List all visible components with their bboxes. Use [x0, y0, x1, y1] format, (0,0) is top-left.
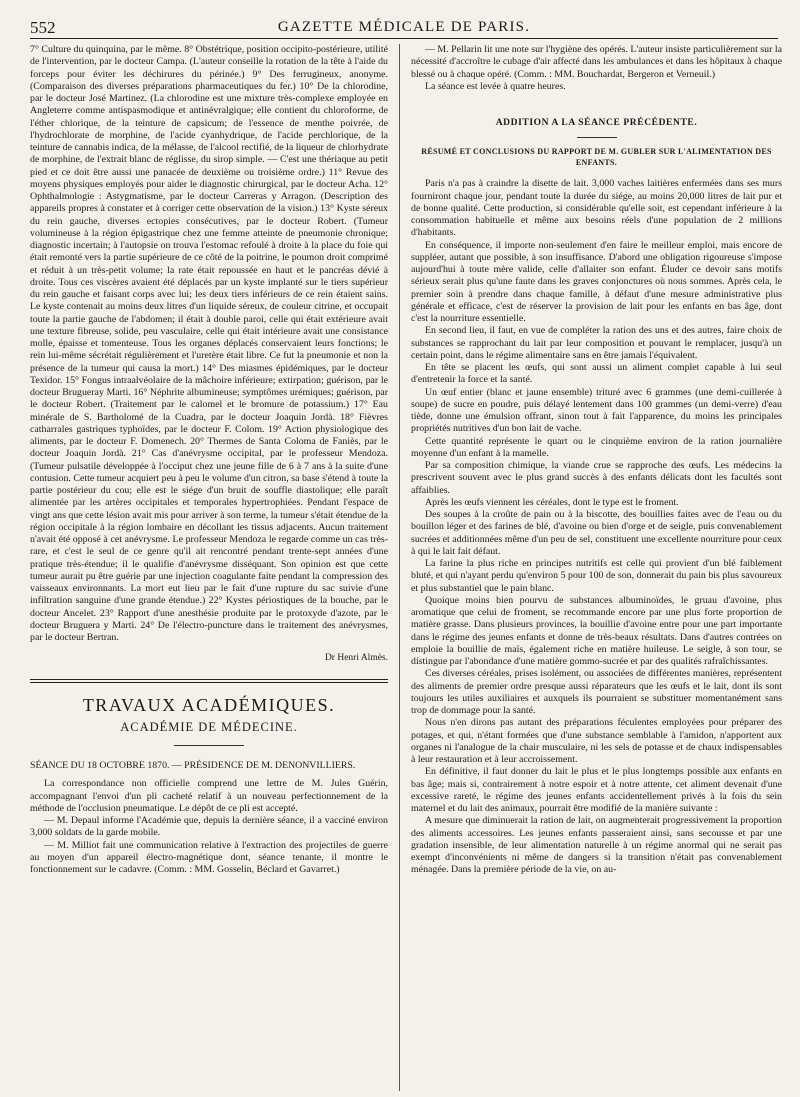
- article-paragraph: 7° Culture du quinquina, par le même. 8° Obstétrique, position occipito-postérieure, utilité de l'intervention, par le docteur Campa. (L'auteur conseille la rotation de la tête à l'aide du forceps pour éviter les déchirures du périnée.) 9° Des ferrugineux, anonyme. (Comparaison des diverses préparations pharmaceutiques du fer.) 10° De la chlorodine, par le docteur José Martinez. (La chlorodine est une mixture très-complexe employée en Angleterre comme antispasmodique et antinévralgique; elle contient du chloroforme, de l'éther chlorique, de la teinture de capsicum; de l'essence de menthe poivrée, de l'hydrochlorate de morphine, de l'acide cyanhydrique, de l'acide perchlorique, de la teinture de cannabis indica, de la mélasse, de l'alcool rectifié, de la liqueur de chlorhydrate de morphine, de l'extrait blanc de réglisse, du sirop simple. — C'est une thériaque au petit pied et ce doit être aussi une panacée de deuxième ou troisième ordre.) 11° Revue des moyens physiques employés pour aider le diagnostic chirurgical, par le docteur Acha. 12° Ophthalmologie : Astygmatisme, par le docteur Carreras y Arragon. (Description des appareils propres à constater et à corriger cette observation de la vision.) 13° Kyste séreux du rein gauche, diverses ectopies consécutives, par le docteur Robert. (Tumeur volumineuse à la région épigastrique chez une femme atteinte de pneumonie chronique; diagnostic incertain; à l'autopsie on trouva l'estomac refoulé à droite à la place du foie qui était remonté vers la partie supérieure de ce côté de la poitrine, le poumon droit comprimé et réduit à un très-petit volume; la rate était repoussée en haut et le pancréas dévié à droite. Tous ces viscères avaient été déplacés par un kyste implanté sur le tiers supérieur du rein gauche et faisant corps avec lui; les deux tiers inférieurs de ce rein étaient sains. Le kyste contenait au moins deux litres d'un liquide séreux, de couleur citrine, et occupait toute la partie gauche de l'abdomen; il était à double paroi, celle qui était extérieure avait une texture fibreuse, solide, peu vasculaire, celle qui était intérieure avait une consistance molle, épaisse et tomenteuse. Tous les organes déplacés conservaient leurs fonctions; le rein lui-même sécrétait régulièrement et l'uretère était libre. Ce fut la pneumonie et non la présence de la tumeur qui causa la mort.) 14° Des miasmes épidémiques, par le docteur Texidor. 15° Fongus intraalvéolaire de la mâchoire inférieure; extirpation; guérison, par le docteur Brugueray Marti. 16° Néphrite albumineuse; symptômes urémiques; guérison, par le docteur Robert. (Traitement par le calomel et le bromure de potassium.) 17° Eau minérale de S. Bartholomé de la Cuadra, par le docteur Joaquin Jordà. 18° Fièvres catharrales gastriques typhoïdes, par le docteur F. Colom. 19° Action physiologique des aliments, par le docteur F. Domenech. 20° Thermes de Santa Coloma de Faniès, par le docteur Joaquin Jordà. 21° Cas d'anévrysme occipital, par le professeur Mendoza. (Tumeur pulsatile développée à l'occiput chez une jeune fille de 6 à 7 ans à la suite d'une contusion. Cette tumeur acquiert peu à peu le volume d'un citron, sa base s'étend à toute la partie postérieur du cou; elle est le siége d'un bruit de souffle diastolique; elle paraît alimentée par les artères occipitales et temporales hypertrophiées. Pendant l'espace de vingt ans que cette lésion avait mis pour arriver à son terme, la tumeur s'était étendue de la région occipitale à la région lombaire en décollant les tissus adjacents. Aucun traitement n'avait été opposé à cet anévrysme. Le professeur Mendoza le regarde comme un cas très-rare, et c'est le seul de ce genre qu'il ait rencontré pendant trente-sept années d'une pratique très-étendue; il le qualifie d'anévrysme disséquant. Son opinion est que cette tumeur aurait pu être guérie par une injection coagulante faite pendant la compression des vaisseaux environnants. La mort eut lieu par le fait d'une rupture du sac suivie d'une infiltration sanguine d'une grande étendue.) 22° Kystes périostiques de la bouche, par le docteur Ancelet. 23° Rapport d'une anesthésie produite par le protoxyde d'azote, par le docteur Bruguera y Marti. 24° De l'électro-puncture dans le traitement des anévrysmes, par le docteur Bertran.: [30, 44, 388, 643]
- article-paragraph: En définitive, il faut donner du lait le plus et le plus longtemps possible aux enfants en bas âge; mais si, contrairement à notre espoir et à notre attente, cet aliment devenait d'une excessive rareté, le régime des jeunes enfants accidentellement privés à la fois du sein maternel et du lait des animaux, pourrait être modifié de la manière suivante :: [411, 766, 782, 814]
- column-separator: [399, 44, 400, 1091]
- page-header: [30, 14, 778, 40]
- left-column: [30, 44, 388, 1091]
- section-divider: [30, 679, 388, 683]
- right-column: [411, 44, 782, 1091]
- article-paragraph: — M. Pellarin lit une note sur l'hygiène des opérés. L'auteur insiste particulièrement sur la nécessité d'accroître le cubage d'air affecté dans les ambulances et dans les hôpitaux à chaque blessé ou à chaque opéré. (Comm. : MM. Bouchardat, Bergeron et Verneuil.): [411, 44, 782, 80]
- article-paragraph: Par sa composition chimique, la viande crue se rapproche des œufs. Les médecins la prescrivent souvent avec le plus grand succès à des enfants délicats dont les facultés sont affaiblies.: [411, 460, 782, 496]
- article-paragraph: Cette quantité représente le quart ou le cinquième environ de la ration journalière moyenne d'un enfant à la mamelle.: [411, 435, 782, 459]
- article-paragraph: La correspondance non officielle comprend une lettre de M. Jules Guérin, accompagnant l'envoi d'un pli cacheté relatif à un nouveau perfectionnement de la méthode de l'occlusion pneumatique. Le dépôt de ce pli est accepté.: [30, 778, 388, 814]
- article-paragraph: Ces diverses céréales, prises isolément, ou associées de différentes manières, représentent des aliments de premier ordre presque aussi réparateurs que les œufs et le lait, dont ils sont toujours les utiles auxiliaires et auxquels ils pourraient se substituer momentanément sans trop de dommage pour la santé.: [411, 668, 782, 716]
- article-paragraph: Nous n'en dirons pas autant des préparations féculentes employées pour préparer des potages, et qui, n'étant formées que d'une substance semblable à l'amidon, n'apportent aux organes ni l'analogue de la chair musculaire, ni les sels de potasse et de chaux indispensables à leur restauration et à leur accroissement.: [411, 717, 782, 765]
- section-subtitle: ACADÉMIE DE MÉDECINE.: [120, 719, 298, 734]
- article-paragraph: Paris n'a pas à craindre la disette de lait. 3,000 vaches laitières enfermées dans ses murs fourniront chaque jour, pendant toute la durée du siége, au moins 20,000 litres de lait pur et de bonne qualité. Cette production, si considérable qu'elle soit, est cependant inférieure à la consommation habituelle et même aux besoins réels d'une population de 2 millions d'habitants.: [411, 178, 782, 239]
- article-paragraph: Un œuf entier (blanc et jaune ensemble) trituré avec 6 grammes (une demi-cuillerée à soupe) de sucre en poudre, puis délayé lentement dans 100 grammes (un demi-verre) d'eau tiède, donne une émulsion offrant, sinon tout à fait l'apparence, du moins les principales propriétés nutritives d'un bon lait de vache.: [411, 386, 782, 435]
- article-paragraph: La séance est levée à quatre heures.: [425, 80, 566, 92]
- subtitle-rule: [174, 745, 244, 746]
- article-paragraph: Des soupes à la croûte de pain ou à la biscotte, des bouillies faites avec de l'eau ou du bouillon léger et des farines de blé, d'avoine ou bien d'orge et de seigle, puis convenablement sucrées et additionnées même d'un peu de sel, constituent une excellente nourriture pour ceux à qui le lait fait défaut.: [411, 509, 782, 557]
- article-paragraph: — M. Milliot fait une communication relative à l'extraction des projectiles de guerre au moyen d'un appareil électro-magnétique dont, séance tenante, il montre le fonctionnement sur le cadavre. (Comm. : MM. Gosselin, Béclard et Gavarret.): [30, 839, 388, 875]
- article-paragraph: En conséquence, il importe non-seulement d'en faire le meilleur emploi, mais encore de suppléer, autant que possible, à son insuffisance. D'abord une obligation rigoureuse s'impose aujourd'hui à toute mère valide, celle d'allaiter son enfant. Éluder ce devoir sans motifs sérieux serait plus qu'une faute dans les graves conjonctures où nous sommes. Après cela, le premier soin à prendre dans chaque famille, à défaut d'une mesure administrative plus générale et efficace, c'est de réserver la provision de lait pour les enfants en bas âge, dont c'est la nourriture essentielle.: [411, 239, 782, 324]
- article-paragraph: La farine la plus riche en principes nutritifs est celle qui provient d'un blé faiblement bluté, et qui n'ayant perdu qu'environ 5 pour 100 de son, donnerait du pain bis plus savoureux et plus substantiel que le pain blanc.: [411, 558, 782, 594]
- resume-title: RÉSUMÉ ET CONCLUSIONS DU RAPPORT DE M. GUBLER SUR L'ALIMENTATION DES ENFANTS.: [421, 147, 772, 168]
- seance-line: SÉANCE DU 18 OCTOBRE 1870. — PRÉSIDENCE DE M. DENONVILLIERS.: [30, 760, 356, 771]
- article-paragraph: En tête se placent les œufs, qui sont aussi un aliment complet capable à lui seul d'entretenir la force et la santé.: [411, 362, 782, 386]
- article-paragraph: Après les œufs viennent les céréales, dont le type est le froment.: [425, 496, 679, 508]
- article-paragraph: A mesure que diminuerait la ration de lait, on augmenterait progressivement la proportion des aliments accessoires. Les jeunes enfants passeraient ainsi, sans secousse et par une gradation insensible, de leur alimentation naturelle à un régime anormal qui ne serait pas exempt d'inconvénients ni même de dangers si la transition n'était pas convenablement ménagée. Dans la première période de la vie, on au-: [411, 815, 782, 876]
- journal-title: GAZETTE MÉDICALE DE PARIS.: [277, 19, 531, 35]
- article-paragraph: — M. Depaul informe l'Académie que, depuis la dernière séance, il a vacciné environ 3,000 soldats de la garde mobile.: [30, 815, 388, 839]
- header-rule: [30, 38, 778, 39]
- author-signature: Dr Henri Almès.: [324, 653, 388, 664]
- page-number: 552: [30, 18, 56, 37]
- addition-rule: [577, 137, 617, 138]
- article-paragraph: En second lieu, il faut, en vue de compléter la ration des uns et des autres, faire choix de substances se rapprochant du lait par leur composition et pouvant le remplacer, jusqu'à un certain point, dans le régime alimentaire sans en être jamais l'équivalent.: [411, 325, 782, 361]
- addition-title: ADDITION A LA SÉANCE PRÉCÉDENTE.: [495, 118, 698, 128]
- section-title: TRAVAUX ACADÉMIQUES.: [82, 694, 336, 715]
- article-paragraph: Quoique moins bien pourvu de substances albuminoïdes, le gruau d'avoine, plus aromatique que celui de froment, se recommande encore par une plus forte proportion de matière grasse. Dans plusieurs provinces, la bouillie d'avoine entre pour une part importante dans le régime des jeunes enfants et donne de très-beaux résultats. Dans d'autres contrées on emploie la bouillie de maïs, également riche en matière huileuse. Le seigle, à son tour, se distingue par l'abondance d'une matière gommo-sucrée et par des qualités rafraîchissantes.: [411, 594, 782, 667]
